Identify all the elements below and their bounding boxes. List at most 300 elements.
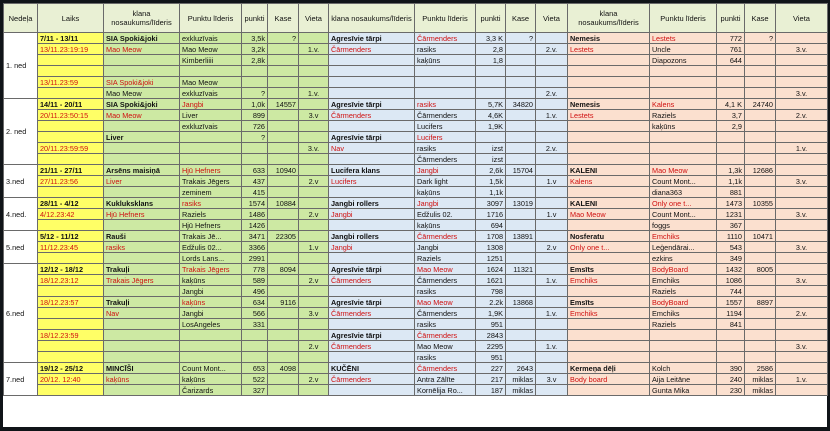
cell[interactable] (268, 110, 299, 121)
cell[interactable]: Raziels (650, 110, 717, 121)
cell[interactable]: rasiks (180, 198, 242, 209)
cell[interactable]: 653 (242, 363, 268, 374)
cell[interactable]: Agresīvie tārpi (329, 297, 415, 308)
cell[interactable] (776, 286, 828, 297)
cell[interactable]: Čārmenders (415, 275, 476, 286)
cell[interactable] (745, 286, 776, 297)
cell[interactable]: rasiks (415, 44, 476, 55)
column-header[interactable]: Kase (268, 4, 299, 33)
cell[interactable] (536, 121, 568, 132)
cell[interactable]: Hjū Hefners (180, 220, 242, 231)
cell[interactable] (536, 253, 568, 264)
cell[interactable]: Čārmenders (329, 341, 415, 352)
cell[interactable]: kaķūns (180, 374, 242, 385)
cell[interactable]: 2.v (536, 242, 568, 253)
cell[interactable]: 4,1 K (717, 99, 745, 110)
cell[interactable]: 13019 (506, 198, 536, 209)
cell[interactable] (568, 55, 650, 66)
cell[interactable]: Emchiks (568, 275, 650, 286)
cell[interactable] (745, 88, 776, 99)
cell[interactable] (536, 33, 568, 44)
cell[interactable] (745, 209, 776, 220)
cell[interactable]: Čārmenders (415, 154, 476, 165)
cell[interactable]: Raziels (180, 209, 242, 220)
cell[interactable]: 3097 (476, 198, 506, 209)
cell[interactable]: 1308 (476, 242, 506, 253)
cell[interactable] (242, 154, 268, 165)
cell[interactable]: Uncle (650, 44, 717, 55)
cell[interactable] (776, 66, 828, 77)
cell[interactable]: 367 (717, 220, 745, 231)
cell[interactable]: LosAngeles (180, 319, 242, 330)
cell[interactable]: 744 (717, 286, 745, 297)
cell[interactable] (536, 363, 568, 374)
cell[interactable]: 1,9K (476, 308, 506, 319)
cell[interactable]: 18/12.23:57 (38, 297, 104, 308)
cell[interactable]: 10471 (745, 231, 776, 242)
cell[interactable]: 230 (717, 385, 745, 396)
cell[interactable] (268, 242, 299, 253)
cell[interactable] (536, 220, 568, 231)
cell[interactable]: zeminem (180, 187, 242, 198)
cell[interactable] (506, 242, 536, 253)
cell[interactable] (717, 154, 745, 165)
cell[interactable] (268, 385, 299, 396)
cell[interactable]: 778 (242, 264, 268, 275)
cell[interactable] (299, 55, 329, 66)
column-header[interactable]: klana nosaukums/līderis (568, 4, 650, 33)
cell[interactable] (242, 341, 268, 352)
cell[interactable]: 1086 (717, 275, 745, 286)
cell[interactable]: 1.v. (776, 374, 828, 385)
cell[interactable]: Agresīvie tārpi (329, 132, 415, 143)
cell[interactable] (38, 121, 104, 132)
cell[interactable]: 543 (717, 242, 745, 253)
cell[interactable] (268, 176, 299, 187)
cell[interactable]: 21/11 - 27/11 (38, 165, 104, 176)
cell[interactable]: Lestets (568, 110, 650, 121)
cell[interactable]: 1251 (476, 253, 506, 264)
cell[interactable] (299, 99, 329, 110)
cell[interactable] (650, 132, 717, 143)
cell[interactable] (329, 352, 415, 363)
cell[interactable]: 20/11.23:50:15 (38, 110, 104, 121)
cell[interactable]: ? (242, 88, 268, 99)
cell[interactable]: kaķūns (415, 220, 476, 231)
cell[interactable]: Emsīts (568, 264, 650, 275)
cell[interactable]: 390 (717, 363, 745, 374)
cell[interactable] (776, 253, 828, 264)
cell[interactable] (299, 385, 329, 396)
cell[interactable]: Liver (180, 110, 242, 121)
cell[interactable]: miklas (745, 385, 776, 396)
cell[interactable]: Lucifers (329, 176, 415, 187)
cell[interactable] (776, 77, 828, 88)
cell[interactable] (506, 176, 536, 187)
cell[interactable] (104, 154, 180, 165)
cell[interactable]: Hjū Hefners (180, 165, 242, 176)
cell[interactable] (38, 66, 104, 77)
cell[interactable]: 13/11.23:59 (38, 77, 104, 88)
cell[interactable] (506, 341, 536, 352)
cell[interactable] (180, 352, 242, 363)
cell[interactable]: 2.v. (536, 143, 568, 154)
cell[interactable] (268, 66, 299, 77)
cell[interactable] (776, 198, 828, 209)
cell[interactable]: 2.v. (776, 308, 828, 319)
cell[interactable]: Mao Meow (415, 264, 476, 275)
cell[interactable]: Only one t... (650, 198, 717, 209)
column-header[interactable]: Vieta (299, 4, 329, 33)
cell[interactable]: rasiks (415, 286, 476, 297)
cell[interactable]: 881 (717, 187, 745, 198)
column-header[interactable]: klana nosaukums/līderis (329, 4, 415, 33)
cell[interactable]: 12686 (745, 165, 776, 176)
cell[interactable]: 761 (717, 44, 745, 55)
cell[interactable]: 1,3k (717, 165, 745, 176)
cell[interactable]: Jangbi (415, 198, 476, 209)
cell[interactable] (476, 66, 506, 77)
cell[interactable]: kaķūns (650, 121, 717, 132)
cell[interactable]: 1.v. (299, 88, 329, 99)
cell[interactable]: 2.v (299, 341, 329, 352)
cell[interactable] (180, 330, 242, 341)
cell[interactable] (745, 275, 776, 286)
cell[interactable] (745, 176, 776, 187)
cell[interactable] (506, 121, 536, 132)
cell[interactable] (329, 154, 415, 165)
cell[interactable] (776, 330, 828, 341)
cell[interactable]: 1432 (717, 264, 745, 275)
cell[interactable]: 3471 (242, 231, 268, 242)
cell[interactable] (476, 88, 506, 99)
cell[interactable]: Kolch (650, 363, 717, 374)
cell[interactable] (242, 77, 268, 88)
cell[interactable]: 1716 (476, 209, 506, 220)
cell[interactable] (745, 55, 776, 66)
cell[interactable]: 1,0k (242, 99, 268, 110)
cell[interactable]: 3.v. (776, 176, 828, 187)
column-header[interactable]: klana nosaukums/līderis (104, 4, 180, 33)
cell[interactable]: 13868 (506, 297, 536, 308)
cell[interactable] (506, 308, 536, 319)
cell[interactable] (476, 132, 506, 143)
cell[interactable] (268, 220, 299, 231)
cell[interactable]: 349 (717, 253, 745, 264)
cell[interactable] (104, 253, 180, 264)
cell[interactable] (180, 341, 242, 352)
cell[interactable] (568, 121, 650, 132)
cell[interactable]: 227 (476, 363, 506, 374)
cell[interactable] (268, 319, 299, 330)
cell[interactable]: Kalens (650, 99, 717, 110)
cell[interactable]: Edžulis 02. (415, 209, 476, 220)
cell[interactable] (104, 187, 180, 198)
cell[interactable] (536, 198, 568, 209)
cell[interactable] (299, 231, 329, 242)
column-header[interactable]: Punktu līderis (415, 4, 476, 33)
cell[interactable]: Čārmenders (415, 308, 476, 319)
cell[interactable] (268, 275, 299, 286)
cell[interactable]: 22305 (268, 231, 299, 242)
cell[interactable]: ezkins (650, 253, 717, 264)
cell[interactable] (776, 385, 828, 396)
cell[interactable] (268, 121, 299, 132)
cell[interactable] (506, 352, 536, 363)
cell[interactable] (568, 385, 650, 396)
cell[interactable]: 951 (476, 352, 506, 363)
cell[interactable]: Jangbi (180, 308, 242, 319)
cell[interactable] (536, 264, 568, 275)
cell[interactable]: 3366 (242, 242, 268, 253)
cell[interactable] (745, 132, 776, 143)
cell[interactable] (568, 319, 650, 330)
cell[interactable]: Mao Meow (568, 209, 650, 220)
cell[interactable]: 24740 (745, 99, 776, 110)
cell[interactable]: 1486 (242, 209, 268, 220)
cell[interactable]: Nemesis (568, 33, 650, 44)
cell[interactable] (745, 308, 776, 319)
cell[interactable] (650, 143, 717, 154)
cell[interactable] (745, 121, 776, 132)
cell[interactable]: 951 (476, 319, 506, 330)
cell[interactable] (268, 88, 299, 99)
cell[interactable]: Jangbi (415, 165, 476, 176)
cell[interactable]: Only one t... (568, 242, 650, 253)
cell[interactable]: 18/12.23:12 (38, 275, 104, 286)
cell[interactable] (104, 121, 180, 132)
cell[interactable]: 14/11 - 20/11 (38, 99, 104, 110)
cell[interactable]: Kornēlija Ro... (415, 385, 476, 396)
cell[interactable]: miklas (745, 374, 776, 385)
cell[interactable]: 1110 (717, 231, 745, 242)
cell[interactable]: Mao Meow (180, 44, 242, 55)
cell[interactable] (104, 341, 180, 352)
cell[interactable]: 1624 (476, 264, 506, 275)
cell[interactable]: 899 (242, 110, 268, 121)
cell[interactable]: 1.v. (536, 341, 568, 352)
cell[interactable] (650, 88, 717, 99)
cell[interactable]: 1,5k (476, 176, 506, 187)
cell[interactable] (776, 231, 828, 242)
cell[interactable]: Gunta Mika (650, 385, 717, 396)
cell[interactable]: 3.v (299, 110, 329, 121)
cell[interactable]: miklas (506, 374, 536, 385)
cell[interactable]: Kukluksklans (104, 198, 180, 209)
cell[interactable] (104, 286, 180, 297)
cell[interactable] (776, 187, 828, 198)
cell[interactable]: ? (745, 33, 776, 44)
cell[interactable] (536, 231, 568, 242)
cell[interactable] (506, 319, 536, 330)
cell[interactable] (568, 143, 650, 154)
cell[interactable] (299, 66, 329, 77)
cell[interactable] (299, 165, 329, 176)
cell[interactable] (180, 143, 242, 154)
cell[interactable]: 8094 (268, 264, 299, 275)
cell[interactable] (38, 132, 104, 143)
cell[interactable]: 3.v (536, 374, 568, 385)
cell[interactable]: 1.v. (299, 44, 329, 55)
cell[interactable] (717, 66, 745, 77)
cell[interactable] (299, 253, 329, 264)
cell[interactable] (268, 352, 299, 363)
cell[interactable] (38, 286, 104, 297)
cell[interactable]: Čārmenders (415, 363, 476, 374)
cell[interactable] (242, 352, 268, 363)
cell[interactable]: 1231 (717, 209, 745, 220)
cell[interactable] (776, 264, 828, 275)
cell[interactable] (745, 253, 776, 264)
cell[interactable]: 1621 (476, 275, 506, 286)
cell[interactable]: 12/12 - 18/12 (38, 264, 104, 275)
cell[interactable]: Raziels (415, 253, 476, 264)
cell[interactable]: 2.v (299, 209, 329, 220)
cell[interactable]: 13/11.23:19:19 (38, 44, 104, 55)
cell[interactable]: Mao Meow (104, 44, 180, 55)
cell[interactable] (329, 286, 415, 297)
column-header[interactable]: Nedeļa (4, 4, 38, 33)
cell[interactable] (536, 385, 568, 396)
cell[interactable]: MINCĪŠI (104, 363, 180, 374)
cell[interactable]: Emchiks (568, 308, 650, 319)
cell[interactable] (299, 33, 329, 44)
cell[interactable]: 327 (242, 385, 268, 396)
cell[interactable] (568, 341, 650, 352)
cell[interactable] (299, 132, 329, 143)
cell[interactable]: 331 (242, 319, 268, 330)
cell[interactable]: rasiks (104, 242, 180, 253)
cell[interactable]: Jangbi (180, 286, 242, 297)
cell[interactable]: 1.v (299, 242, 329, 253)
cell[interactable]: kaķūns (415, 187, 476, 198)
cell[interactable] (776, 297, 828, 308)
cell[interactable]: Agresīvie tārpi (329, 99, 415, 110)
cell[interactable]: Trakais Jē... (180, 231, 242, 242)
cell[interactable]: 589 (242, 275, 268, 286)
cell[interactable] (506, 55, 536, 66)
cell[interactable] (745, 110, 776, 121)
cell[interactable] (329, 77, 415, 88)
cell[interactable] (299, 154, 329, 165)
cell[interactable]: rasiks (415, 352, 476, 363)
cell[interactable] (38, 352, 104, 363)
cell[interactable] (717, 88, 745, 99)
cell[interactable] (299, 297, 329, 308)
cell[interactable]: 2991 (242, 253, 268, 264)
cell[interactable] (268, 77, 299, 88)
cell[interactable] (299, 77, 329, 88)
cell[interactable] (104, 352, 180, 363)
cell[interactable] (104, 385, 180, 396)
cell[interactable] (268, 55, 299, 66)
cell[interactable]: Jangbi (415, 242, 476, 253)
cell[interactable]: Čārmenders (415, 33, 476, 44)
cell[interactable]: Jangbi (329, 242, 415, 253)
cell[interactable] (268, 132, 299, 143)
column-header[interactable]: Kase (745, 4, 776, 33)
cell[interactable]: 2295 (476, 341, 506, 352)
cell[interactable] (38, 385, 104, 396)
cell[interactable] (568, 253, 650, 264)
cell[interactable]: Lestets (650, 33, 717, 44)
cell[interactable]: 3,5k (242, 33, 268, 44)
cell[interactable]: 1,1k (717, 176, 745, 187)
cell[interactable]: ? (242, 132, 268, 143)
cell[interactable]: Trakuļi (104, 297, 180, 308)
cell[interactable] (268, 374, 299, 385)
cell[interactable]: Čārmenders (415, 231, 476, 242)
cell[interactable]: 2643 (506, 363, 536, 374)
cell[interactable] (776, 33, 828, 44)
column-header[interactable]: Punktu līderis (650, 4, 717, 33)
cell[interactable] (536, 66, 568, 77)
cell[interactable]: Lucifers (415, 121, 476, 132)
cell[interactable] (38, 308, 104, 319)
cell[interactable] (38, 220, 104, 231)
cell[interactable] (745, 187, 776, 198)
cell[interactable]: Body board (568, 374, 650, 385)
cell[interactable] (38, 88, 104, 99)
cell[interactable] (329, 385, 415, 396)
cell[interactable]: 634 (242, 297, 268, 308)
cell[interactable]: 1426 (242, 220, 268, 231)
cell[interactable]: 5,7K (476, 99, 506, 110)
cell[interactable]: 1473 (717, 198, 745, 209)
cell[interactable] (268, 44, 299, 55)
cell[interactable]: izst (476, 143, 506, 154)
cell[interactable]: 20/12. 12:40 (38, 374, 104, 385)
cell[interactable]: 3.v. (299, 143, 329, 154)
cell[interactable]: Trakais Jēgers (180, 176, 242, 187)
cell[interactable]: 2.2k (476, 297, 506, 308)
cell[interactable] (776, 220, 828, 231)
cell[interactable] (180, 132, 242, 143)
week-label[interactable]: 1. ned (4, 33, 38, 99)
cell[interactable]: Kermeņa dēļi (568, 363, 650, 374)
cell[interactable] (506, 209, 536, 220)
cell[interactable]: kaķūns (180, 275, 242, 286)
cell[interactable] (717, 330, 745, 341)
cell[interactable] (776, 363, 828, 374)
cell[interactable]: 187 (476, 385, 506, 396)
cell[interactable] (104, 55, 180, 66)
cell[interactable] (717, 143, 745, 154)
cell[interactable]: 240 (717, 374, 745, 385)
cell[interactable]: Jangbi (180, 99, 242, 110)
cell[interactable] (776, 352, 828, 363)
cell[interactable]: 496 (242, 286, 268, 297)
cell[interactable]: 437 (242, 176, 268, 187)
cell[interactable]: Lestets (568, 44, 650, 55)
cell[interactable]: Diapozons (650, 55, 717, 66)
cell[interactable] (268, 143, 299, 154)
cell[interactable]: 14557 (268, 99, 299, 110)
cell[interactable]: kaķūns (104, 374, 180, 385)
cell[interactable]: Count Mont... (650, 176, 717, 187)
cell[interactable] (536, 165, 568, 176)
cell[interactable]: Mao Meow (415, 297, 476, 308)
cell[interactable]: Count Mont... (180, 363, 242, 374)
cell[interactable]: Nosferatu (568, 231, 650, 242)
cell[interactable] (745, 242, 776, 253)
cell[interactable]: Čārmenders (329, 275, 415, 286)
column-header[interactable]: Vieta (776, 4, 828, 33)
cell[interactable]: 633 (242, 165, 268, 176)
cell[interactable]: 2,9 (717, 121, 745, 132)
cell[interactable] (180, 66, 242, 77)
cell[interactable] (536, 352, 568, 363)
